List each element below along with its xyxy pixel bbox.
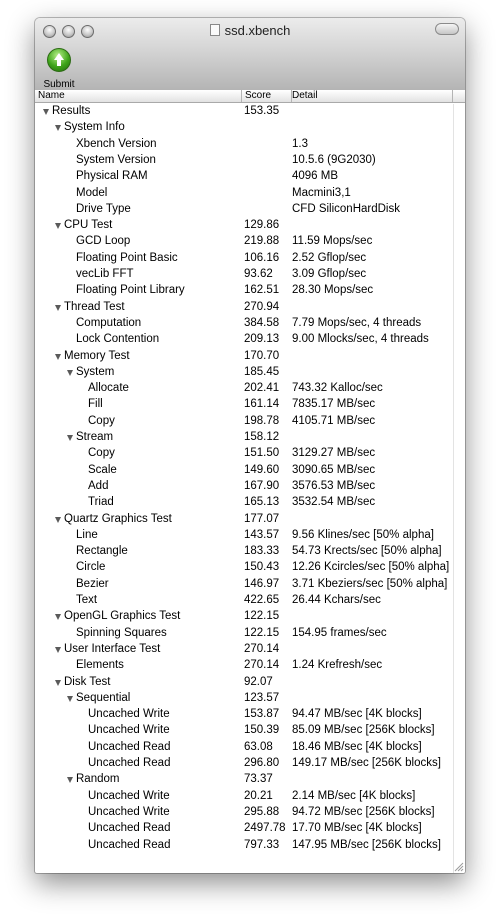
- outline-row[interactable]: [35, 512, 453, 528]
- row-name: Fill: [88, 398, 103, 411]
- row-name: Circle: [76, 561, 106, 574]
- outline-row[interactable]: [35, 186, 453, 202]
- row-detail: 2.52 Gflop/sec: [292, 251, 367, 264]
- outline-row[interactable]: [35, 251, 453, 267]
- column-header: [35, 90, 465, 103]
- row-score: 129.86: [244, 219, 280, 232]
- outline-row[interactable]: [35, 234, 453, 250]
- disclosure-triangle-icon[interactable]: [55, 680, 61, 686]
- document-icon: [210, 24, 220, 36]
- row-name: Spinning Squares: [76, 626, 167, 639]
- row-name: Drive Type: [76, 202, 131, 215]
- outline-row[interactable]: [35, 626, 453, 642]
- row-score: 73.37: [244, 773, 273, 786]
- outline-row[interactable]: [35, 805, 453, 821]
- disclosure-triangle-icon[interactable]: [55, 614, 61, 620]
- row-score: 202.41: [244, 382, 280, 395]
- row-score: 143.57: [244, 528, 280, 541]
- row-score: 92.07: [244, 675, 273, 688]
- disclosure-triangle-icon[interactable]: [55, 223, 61, 229]
- row-detail: 2.14 MB/sec [4K blocks]: [292, 789, 416, 802]
- row-detail: 18.46 MB/sec [4K blocks]: [292, 740, 422, 753]
- outline-row[interactable]: [35, 577, 453, 593]
- row-name: Computation: [76, 316, 142, 329]
- row-score: 296.80: [244, 757, 280, 769]
- outline-row[interactable]: [35, 104, 453, 120]
- row-score: 93.62: [244, 268, 273, 280]
- outline-row[interactable]: [35, 446, 453, 462]
- column-header-score[interactable]: Score: [242, 90, 292, 102]
- row-name: Random: [76, 773, 120, 786]
- row-name: Uncached Read: [88, 740, 171, 753]
- row-score: 150.43: [244, 561, 280, 574]
- row-name: System: [76, 365, 115, 378]
- disclosure-triangle-icon[interactable]: [55, 354, 61, 360]
- row-score: 63.08: [244, 740, 273, 753]
- row-detail: Macmini3,1: [292, 186, 351, 199]
- outline-row[interactable]: [35, 365, 453, 381]
- row-score: 198.78: [244, 414, 280, 427]
- outline-row[interactable]: [35, 137, 453, 153]
- xbench-window: [35, 18, 465, 873]
- row-detail: 9.56 Klines/sec [50% alpha]: [292, 528, 434, 541]
- row-name: Bezier: [76, 577, 109, 590]
- outline-row[interactable]: [35, 658, 453, 674]
- outline-row[interactable]: [35, 528, 453, 544]
- outline-row[interactable]: [35, 267, 453, 283]
- disclosure-triangle-icon[interactable]: [55, 647, 61, 653]
- row-score: 151.50: [244, 447, 280, 460]
- outline-row[interactable]: [35, 593, 453, 609]
- row-name: Sequential: [76, 691, 131, 704]
- outline-row[interactable]: [35, 218, 453, 234]
- row-name: Allocate: [88, 382, 129, 395]
- row-name: Uncached Write: [88, 708, 170, 721]
- outline-row[interactable]: [35, 609, 453, 625]
- row-detail: 12.26 Kcircles/sec [50% alpha]: [292, 561, 450, 574]
- toolbar-toggle-button[interactable]: [435, 23, 459, 35]
- window-title: ssd.xbench: [224, 23, 291, 38]
- row-name: Quartz Graphics Test: [64, 512, 172, 525]
- disclosure-triangle-icon[interactable]: [67, 696, 73, 702]
- row-score: 422.65: [244, 594, 280, 606]
- outline-row[interactable]: [35, 479, 453, 495]
- row-name: OpenGL Graphics Test: [64, 610, 181, 623]
- row-name: Uncached Read: [88, 757, 171, 769]
- row-name: Lock Contention: [76, 333, 160, 346]
- row-name: Text: [76, 594, 98, 606]
- row-name: Uncached Read: [88, 822, 171, 835]
- row-detail: 17.70 MB/sec [4K blocks]: [292, 822, 422, 835]
- row-name: Thread Test: [64, 300, 125, 313]
- disclosure-triangle-icon[interactable]: [55, 305, 61, 311]
- row-score: 209.13: [244, 333, 280, 346]
- row-name: Physical RAM: [76, 170, 148, 183]
- row-score: 219.88: [244, 235, 280, 248]
- upload-arrow-icon: [47, 48, 71, 72]
- row-name: Uncached Write: [88, 805, 170, 818]
- outline-row[interactable]: [35, 430, 453, 446]
- outline-row[interactable]: [35, 414, 453, 430]
- row-name: Uncached Write: [88, 724, 170, 737]
- row-score: 797.33: [244, 838, 280, 851]
- row-detail: 94.47 MB/sec [4K blocks]: [292, 708, 422, 721]
- row-name: Memory Test: [64, 349, 130, 362]
- outline-row[interactable]: [35, 463, 453, 479]
- results-outline: [35, 104, 453, 869]
- row-detail: 1.24 Krefresh/sec: [292, 659, 383, 672]
- row-name: Uncached Write: [88, 789, 170, 802]
- row-name: vecLib FFT: [76, 268, 134, 280]
- row-name: Line: [76, 528, 98, 541]
- row-detail: 3.71 Kbeziers/sec [50% alpha]: [292, 577, 448, 590]
- column-header-detail[interactable]: Detail: [289, 90, 453, 102]
- row-name: Model: [76, 186, 108, 199]
- outline-row[interactable]: [35, 772, 453, 788]
- row-detail: 4105.71 MB/sec: [292, 414, 376, 427]
- row-score: 161.14: [244, 398, 280, 411]
- row-score: 106.16: [244, 251, 280, 264]
- row-score: 185.45: [244, 365, 280, 378]
- outline-row[interactable]: [35, 495, 453, 511]
- row-score: 165.13: [244, 496, 280, 509]
- row-detail: 4096 MB: [292, 170, 339, 183]
- row-detail: 3532.54 MB/sec: [292, 496, 376, 509]
- row-score: 295.88: [244, 805, 280, 818]
- row-detail: 26.44 Kchars/sec: [292, 594, 381, 606]
- row-name: System Info: [64, 121, 125, 134]
- outline-row[interactable]: [35, 169, 453, 185]
- outline-row[interactable]: [35, 349, 453, 365]
- row-score: 162.51: [244, 284, 280, 297]
- row-score: 149.60: [244, 463, 280, 476]
- row-score: 122.15: [244, 610, 280, 623]
- row-detail: 1.3: [292, 137, 308, 150]
- row-detail: 7.79 Mops/sec, 4 threads: [292, 316, 422, 329]
- row-detail: 743.32 Kalloc/sec: [292, 382, 383, 395]
- row-score: 123.57: [244, 691, 280, 704]
- outline-row[interactable]: [35, 316, 453, 332]
- outline-row[interactable]: [35, 381, 453, 397]
- row-name: Floating Point Library: [76, 284, 185, 297]
- outline-row[interactable]: [35, 642, 453, 658]
- row-name: Stream: [76, 431, 114, 443]
- resize-grip-icon[interactable]: [453, 861, 464, 872]
- row-name: Xbench Version: [76, 137, 157, 150]
- row-score: 150.39: [244, 724, 280, 737]
- disclosure-triangle-icon[interactable]: [67, 435, 73, 441]
- row-detail: 154.95 frames/sec: [292, 626, 387, 639]
- outline-row[interactable]: [35, 675, 453, 691]
- row-score: 270.14: [244, 642, 280, 655]
- row-detail: 54.73 Krects/sec [50% alpha]: [292, 545, 442, 558]
- outline-row[interactable]: [35, 300, 453, 316]
- row-score: 170.70: [244, 349, 280, 362]
- outline-row[interactable]: [35, 789, 453, 805]
- row-detail: 10.5.6 (9G2030): [292, 153, 376, 166]
- row-name: Results: [52, 105, 91, 117]
- outline-row[interactable]: [35, 691, 453, 707]
- row-detail: 7835.17 MB/sec: [292, 398, 376, 411]
- row-name: Rectangle: [76, 545, 128, 558]
- row-detail: 11.59 Mops/sec: [292, 235, 373, 248]
- row-score: 122.15: [244, 626, 280, 639]
- title-bar[interactable]: [35, 18, 465, 91]
- row-score: 153.35: [244, 105, 280, 117]
- disclosure-triangle-icon[interactable]: [55, 125, 61, 131]
- window-title-wrap: [35, 23, 465, 38]
- row-detail: 149.17 MB/sec [256K blocks]: [292, 757, 441, 769]
- row-score: 167.90: [244, 479, 280, 492]
- row-name: Scale: [88, 463, 117, 476]
- disclosure-triangle-icon[interactable]: [67, 777, 73, 783]
- row-name: CPU Test: [64, 219, 113, 232]
- outline-row[interactable]: [35, 707, 453, 723]
- row-score: 177.07: [244, 512, 280, 525]
- row-score: 384.58: [244, 316, 280, 329]
- outline-row[interactable]: [35, 740, 453, 756]
- row-name: GCD Loop: [76, 235, 131, 248]
- row-name: Copy: [88, 447, 115, 460]
- row-detail: 3090.65 MB/sec: [292, 463, 376, 476]
- row-score: 158.12: [244, 431, 280, 443]
- row-name: System Version: [76, 153, 156, 166]
- outline-row[interactable]: [35, 397, 453, 413]
- outline-row[interactable]: [35, 153, 453, 169]
- row-score: 2497.78: [244, 822, 286, 835]
- outline-row[interactable]: [35, 723, 453, 739]
- row-name: Uncached Read: [88, 838, 171, 851]
- row-name: Copy: [88, 414, 115, 427]
- submit-button[interactable]: [39, 48, 79, 92]
- row-score: 270.94: [244, 300, 280, 313]
- outline-row[interactable]: [35, 544, 453, 560]
- outline-row[interactable]: [35, 202, 453, 218]
- row-detail: 94.72 MB/sec [256K blocks]: [292, 805, 435, 818]
- vertical-scrollbar[interactable]: [453, 104, 465, 873]
- row-detail: 147.95 MB/sec [256K blocks]: [292, 838, 441, 851]
- row-detail: 85.09 MB/sec [256K blocks]: [292, 724, 435, 737]
- row-detail: 3129.27 MB/sec: [292, 447, 376, 460]
- disclosure-triangle-icon[interactable]: [43, 109, 49, 115]
- outline-row[interactable]: [35, 120, 453, 136]
- row-name: Triad: [88, 496, 114, 509]
- row-score: 183.33: [244, 545, 280, 558]
- row-name: Elements: [76, 659, 124, 672]
- row-score: 270.14: [244, 659, 280, 672]
- outline-row[interactable]: [35, 332, 453, 348]
- row-name: Add: [88, 479, 109, 492]
- outline-row[interactable]: [35, 283, 453, 299]
- outline-row[interactable]: [35, 756, 453, 772]
- submit-label: Submit: [43, 79, 75, 90]
- row-detail: 3.09 Gflop/sec: [292, 268, 367, 280]
- row-score: 146.97: [244, 577, 280, 590]
- row-score: 153.87: [244, 708, 280, 721]
- row-detail: 9.00 Mlocks/sec, 4 threads: [292, 333, 429, 346]
- row-name: User Interface Test: [64, 642, 161, 655]
- column-header-name[interactable]: Name: [35, 90, 242, 102]
- row-detail: 28.30 Mops/sec: [292, 284, 374, 297]
- disclosure-triangle-icon[interactable]: [67, 370, 73, 376]
- row-score: 20.21: [244, 789, 273, 802]
- outline-row[interactable]: [35, 560, 453, 576]
- row-detail: CFD SiliconHardDisk: [292, 202, 400, 215]
- row-detail: 3576.53 MB/sec: [292, 479, 376, 492]
- disclosure-triangle-icon[interactable]: [55, 517, 61, 523]
- row-name: Floating Point Basic: [76, 251, 178, 264]
- row-name: Disk Test: [64, 675, 111, 688]
- outline-row[interactable]: [35, 821, 453, 837]
- outline-row[interactable]: [35, 838, 453, 854]
